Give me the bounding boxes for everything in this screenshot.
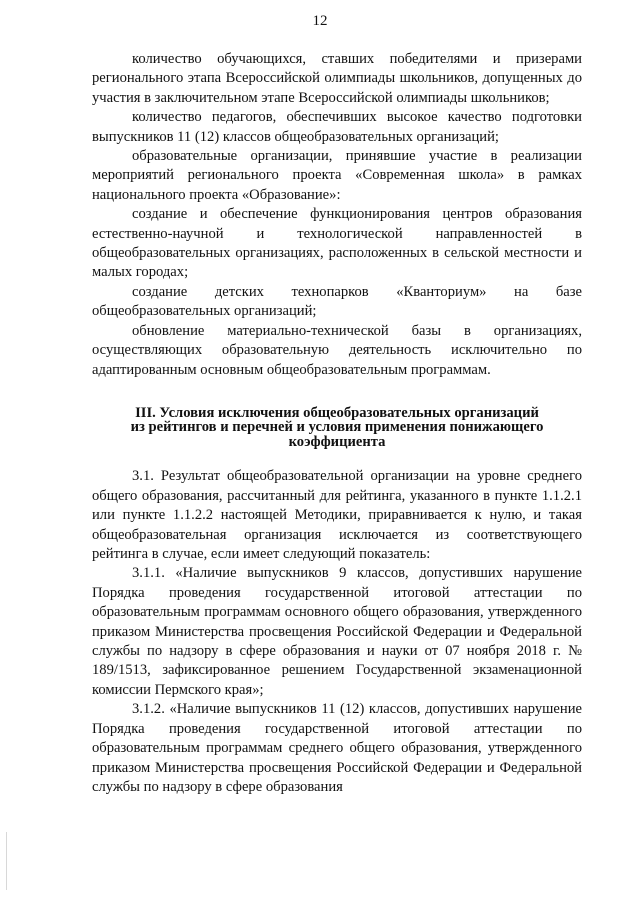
- document-body: [92, 50, 582, 797]
- paragraph-3-1-2: 3.1.2. «Наличие выпускников 11 (12) классов, допустивших нарушение Порядка проведения государственной итоговой аттестации по образовательным программам среднего общего образования, утвержденного приказом Министерства просвещения Российской Федерации и Федеральной службы по надзору в сфере образования: [92, 701, 582, 795]
- paragraph-3-1-1: 3.1.1. «Наличие выпускников 9 классов, допустивших нарушение Порядка проведения государственной итоговой аттестации по образовательным программам основного общего образования, утвержденного приказом Министерства просвещения Российской Федерации и Федеральной службы по надзору в сфере образования и науки от 07 ноября 2018 г. № 189/1513, зафиксированное решением Государственной экзаменационной комиссии Пермского края»;: [92, 565, 582, 698]
- paragraph-education-centers: создание и обеспечение функционирования центров образования естественно-научной и технологической направленностей в общеобразовательных организациях, расположенных в сельской местности и малых городах;: [92, 206, 582, 281]
- paragraph-technoparks: создание детских технопарков «Кванториум» на базе общеобразовательных организаций;: [92, 283, 582, 320]
- paragraph-teachers-quality: количество педагогов, обеспечивших высокое качество подготовки выпускников 11 (12) классов общеобразовательных организаций;: [92, 109, 582, 145]
- paragraph-olympiad-winners: количество обучающихся, ставших победителями и призерами регионального этапа Всероссийской олимпиады школьников, допущенных до участия в заключительном этапе Всероссийской олимпиады школьников;: [92, 51, 582, 106]
- section-heading-line-1: III. Условия исключения общеобразовательных организаций: [135, 404, 539, 421]
- section-heading-line-2: из рейтингов и перечней и условия применения понижающего: [130, 419, 544, 436]
- paragraph-regional-project: образовательные организации, принявшие участие в реализации мероприятий регионального проекта «Современная школа» в рамках национального проекта «Образование»:: [92, 148, 582, 203]
- page-number: 12: [312, 13, 328, 29]
- scan-edge-mark: [6, 832, 7, 890]
- paragraph-3-1: 3.1. Результат общеобразовательной организации на уровне среднего общего образования, рассчитанный для рейтинга, указанного в пункте 1.1.2.1 или пункте 1.1.2.2 настоящей Методики, приравнивается к нулю, и такая общеобразовательная организация исключается из соответствующего рейтинга в случае, если имеет следующий показатель:: [92, 468, 582, 563]
- section-heading: [92, 406, 582, 450]
- section-heading-line-3: коэффициента: [288, 433, 386, 450]
- paragraph-material-base: обновление материально-технической базы в организациях, осуществляющих образовательную деятельность исключительно по адаптированным основным общеобразовательным программам.: [92, 322, 582, 378]
